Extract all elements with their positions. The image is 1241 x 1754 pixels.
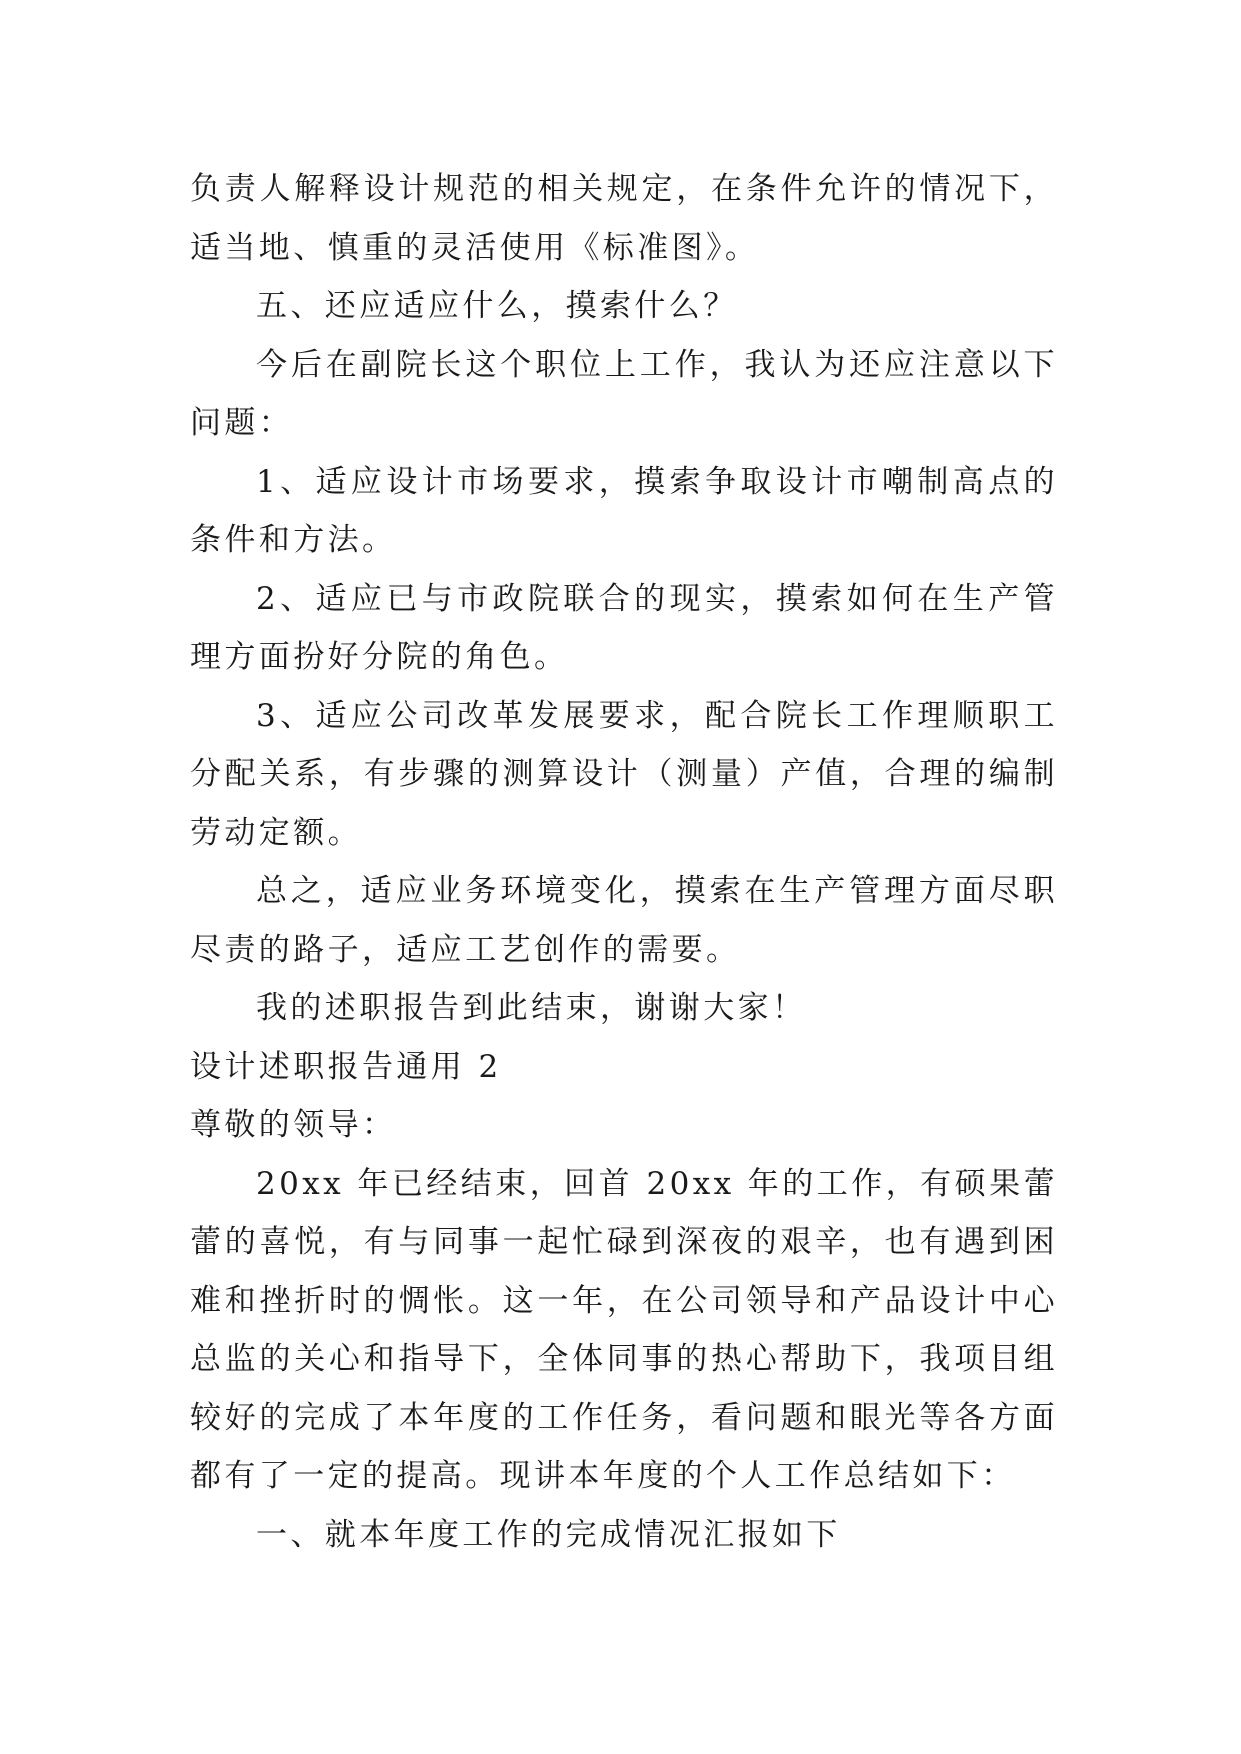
paragraph-body: 20xx 年已经结束，回首 20xx 年的工作，有硕果蕾蕾的喜悦，有与同事一起忙碌到深夜的艰辛，也有遇到困难和挫折时的惆怅。这一年，在公司领导和产品设计中心总监的关心和指导下，全体同事的热心帮助下，我项目组较好的完成了本年度的工作任务，看问题和眼光等各方面都有了一定的提高。现讲本年度的个人工作总结如下： [190, 1165, 1058, 1494]
paragraph-continuation: 负责人解释设计规范的相关规定，在条件允许的情况下，适当地、慎重的灵活使用《标准图》。 [190, 171, 1058, 266]
document-title-2: 设计述职报告通用 2 [190, 1048, 502, 1085]
section-heading-five: 五、还应适应什么，摸索什么？ [256, 288, 738, 324]
section-heading-one: 一、就本年度工作的完成情况汇报如下 [256, 1516, 841, 1553]
document-page [190, 160, 1058, 1564]
list-item-3: 3、适应公司改革发展要求，配合院长工作理顺职工分配关系，有步骤的测算设计（测量）产值，合理的编制劳动定额。 [190, 697, 1058, 851]
list-item-1: 1、适应设计市场要求，摸索争取设计市嘲制高点的条件和方法。 [190, 463, 1058, 558]
paragraph-summary: 总之，适应业务环境变化，摸索在生产管理方面尽职尽责的路子，适应工艺创作的需要。 [190, 873, 1058, 968]
list-item-2: 2、适应已与市政院联合的现实，摸索如何在生产管理方面扮好分院的角色。 [190, 580, 1058, 675]
paragraph-intro: 今后在副院长这个职位上工作，我认为还应注意以下问题： [190, 346, 1058, 441]
paragraph-closing: 我的述职报告到此结束，谢谢大家！ [256, 990, 807, 1026]
salutation: 尊敬的领导： [190, 1107, 397, 1143]
